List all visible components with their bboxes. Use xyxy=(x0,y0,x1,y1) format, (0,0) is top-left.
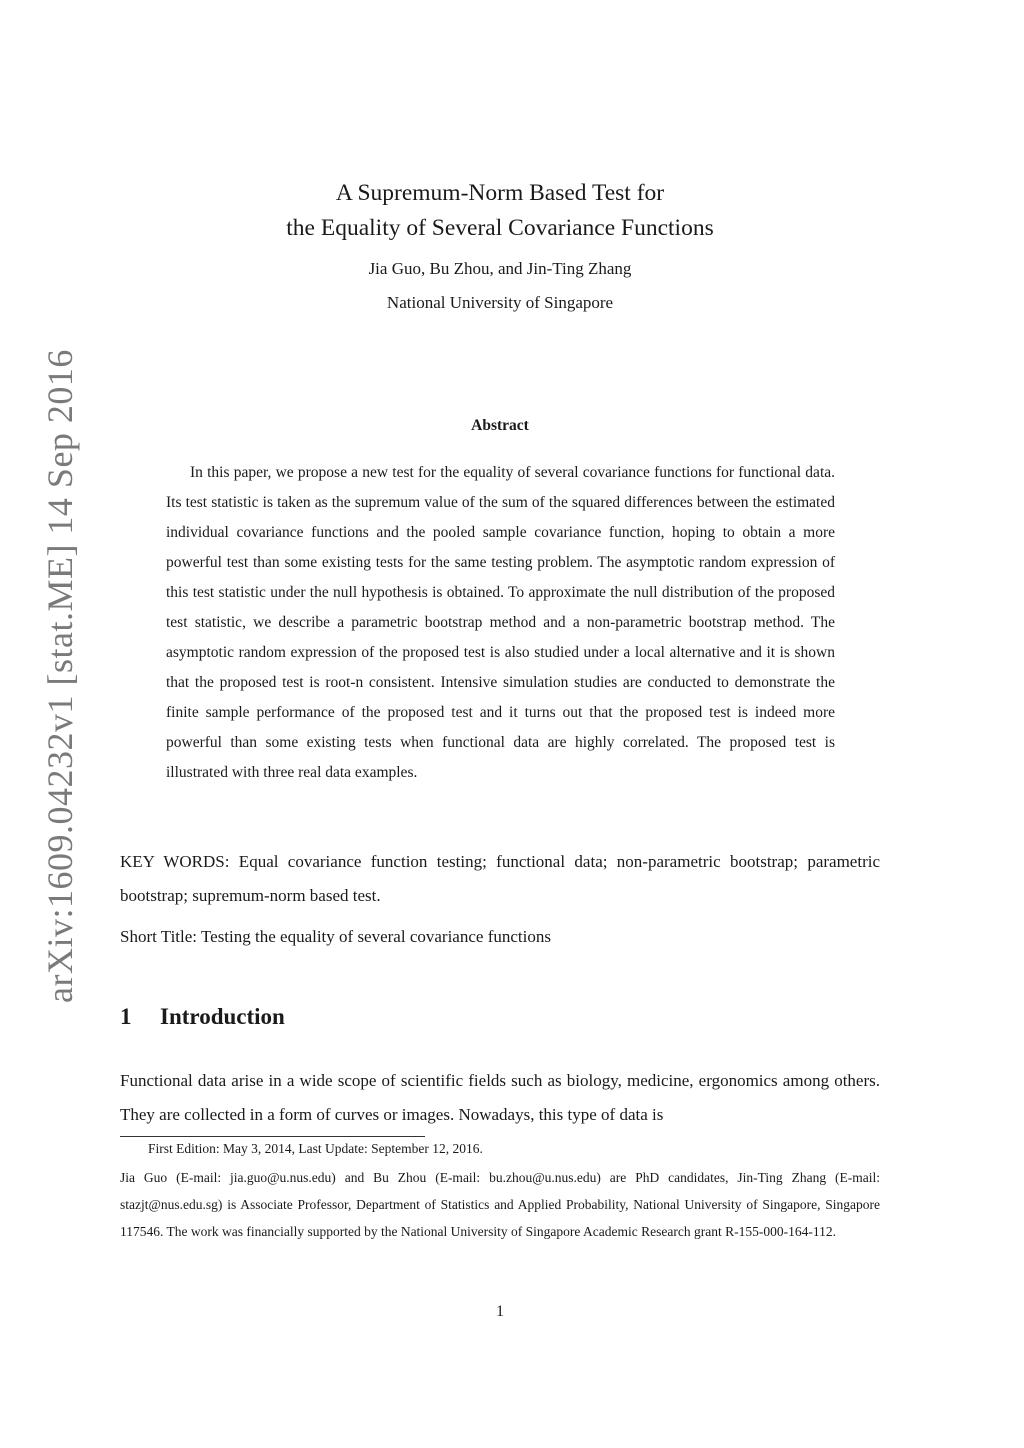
section-heading-introduction xyxy=(120,1001,285,1033)
section-title: Introduction xyxy=(160,1004,285,1029)
footnote-divider xyxy=(120,1136,425,1137)
abstract-heading: Abstract xyxy=(471,417,529,434)
paper-title xyxy=(150,176,850,246)
arxiv-identifier-stamp: arXiv:1609.04232v1 [stat.ME] 14 Sep 2016 xyxy=(40,349,80,1003)
paper-title-line-1: A Supremum-Norm Based Test for xyxy=(335,180,665,206)
footnote-author-info: Jia Guo (E-mail: jia.guo@u.nus.edu) and Bu Zhou (E-mail: bu.zhou@u.nus.edu) are PhD candidates, Jin-Ting Zhang (E-mail: stazjt@nus.edu.sg) is Associate Professor, Department of Statistics and Applied Probability, National University of Singapore, Singapore 117546. The work was financially supported by the National University of Singapore Academic Research grant R-155-000-164-112. xyxy=(120,1170,880,1239)
short-title: Short Title: Testing the equality of several covariance functions xyxy=(120,927,551,946)
keywords: KEY WORDS: Equal covariance function testing; functional data; non-parametric bootstrap; parametric bootstrap; supremum-norm based test. xyxy=(120,852,880,905)
author-list: Jia Guo, Bu Zhou, and Jin-Ting Zhang xyxy=(368,259,632,278)
author-affiliation: National University of Singapore xyxy=(386,293,614,312)
introduction-paragraph: Functional data arise in a wide scope of scientific fields such as biology, medicine, ergonomics among others. They are collected in a form of curves or images. Nowadays, this type of data is xyxy=(120,1071,880,1124)
page-number: 1 xyxy=(496,1303,504,1320)
abstract-text: In this paper, we propose a new test for the equality of several covariance functions for functional data. Its test statistic is taken as the supremum value of the sum of the squared differences between the estimated individual covariance functions and the pooled sample covariance function, hoping to obtain a more powerful test than some existing tests for the same testing problem. The asymptotic random expression of this test statistic under the null hypothesis is obtained. To approximate the null distribution of the proposed test statistic, we describe a parametric bootstrap method and a non-parametric bootstrap method. The asymptotic random expression of the proposed test is also studied under a local alternative and it is shown that the proposed test is root-n consistent. Intensive simulation studies are conducted to demonstrate the finite sample performance of the proposed test and it turns out that the proposed test is indeed more powerful than some existing tests when functional data are highly correlated. The proposed test is illustrated with three real data examples. xyxy=(166,464,835,781)
paper-title-line-2: the Equality of Several Covariance Functions xyxy=(286,215,714,241)
section-number: 1 xyxy=(120,1004,132,1029)
footnote-edition: First Edition: May 3, 2014, Last Update: September 12, 2016. xyxy=(148,1141,483,1156)
